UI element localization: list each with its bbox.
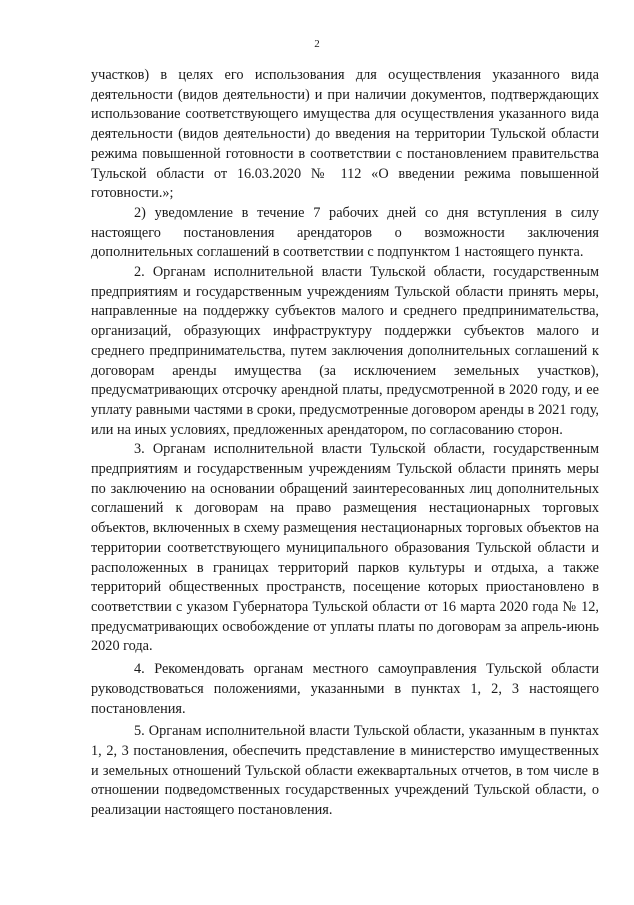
paragraph-item-5: 5. Органам исполнительной власти Тульской области, указанным в пунктах 1, 2, 3 постановления, обеспечить представление в министерство имущественных и земельных отношений Тульской области ежеквартальных отчетов, в том числе в отношении подведомственных государственных учреждений Тульской области, о реализации настоящего постановления. xyxy=(91,723,599,819)
paragraph-subitem-2: 2) уведомление в течение 7 рабочих дней со дня вступления в силу настоящего постановления арендаторов о возможности заключения дополнительных соглашений в соответствии с подпунктом 1 настоящего пункта. xyxy=(91,204,599,261)
document-body xyxy=(91,66,599,821)
paragraph-item-2: 2. Органам исполнительной власти Тульской области, государственным предприятиям и государственным учреждениям Тульской области принять меры, направленные на поддержку субъектов малого и среднего предпринимательства, организаций, образующих инфраструктуру поддержки субъектов малого и среднего предпринимательства, путем заключения дополнительных соглашений к договорам аренды имущества (за исключением земельных участков), предусматривающих отсрочку арендной платы, предусмотренной в 2020 году, и ее уплату равными частями в сроки, предусмотренные договором аренды в 2021 году, или на иных условиях, предложенных арендатором, по согласованию сторон. xyxy=(91,264,599,438)
page-number: 2 xyxy=(314,38,320,50)
paragraph-continuation: участков) в целях его использования для осуществления указанного вида деятельности (видов деятельности) и при наличии документов, подтверждающих использование соответствующего имущества для осуществления указанного вида деятельности (видов деятельности) до введения на территории Тульской области режима повышенной готовности в соответствии с постановлением правительства Тульской области от 16.03.2020 № 112 «О введении режима повышенной готовности.»; xyxy=(91,67,599,202)
paragraph-item-3: 3. Органам исполнительной власти Тульской области, государственным предприятиям и государственным учреждениям Тульской области принять меры по заключению на основании обращений заинтересованных лиц дополнительных соглашений к договорам на право размещения нестационарных торговых объектов, включенных в схему размещения нестационарных торговых объектов на территории соответствующего муниципального образования Тульской области и расположенных в границах территорий парков культуры и отдыха, а также территорий общественных пространств, посещение которых приостановлено в соответствии с указом Губернатора Тульской области от 16 марта 2020 года № 12, предусматривающих освобождение от уплаты платы по договорам за апрель-июнь 2020 года. xyxy=(91,441,599,655)
paragraph-item-4: 4. Рекомендовать органам местного самоуправления Тульской области руководствоваться положениями, указанными в пунктах 1, 2, 3 настоящего постановления. xyxy=(91,661,599,717)
